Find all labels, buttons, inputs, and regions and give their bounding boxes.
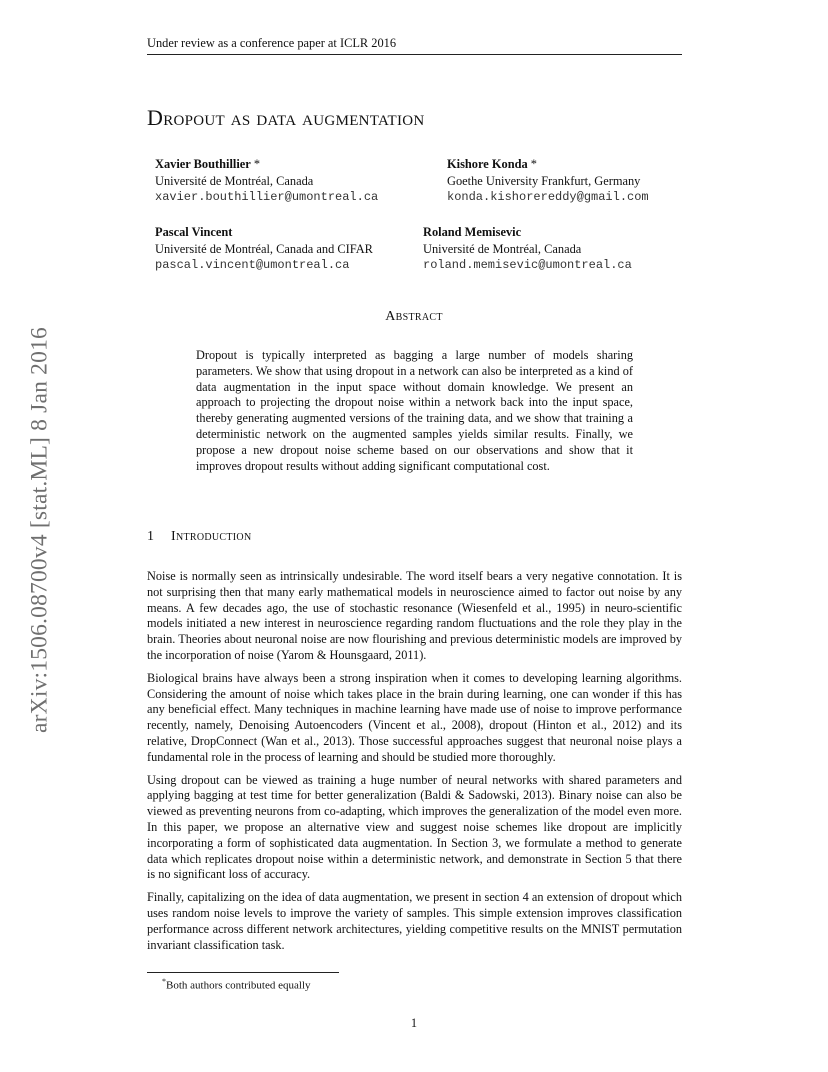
author-block — [423, 224, 632, 274]
footnote-mark: * — [162, 977, 166, 986]
author-email: pascal.vincent@umontreal.ca — [155, 258, 350, 272]
paragraph: Biological brains have always been a strong inspiration when it comes to developing learning algorithms. Considering the amount of noise which takes place in the brain during learning, one can wonder if this has any beneficial effect. Many techniques in machine learning have made use of noise to improve performance recently, namely, Denoising Autoencoders (Vincent et al., 2008), dropout (Hinton et al., 2012) and its relative, DropConnect (Wan et al., 2013). Those successful approaches suggest that neuronal noise plays a fundamental role in the process of learning and should be studied more thoroughly. — [147, 670, 682, 764]
abstract-text: Dropout is typically interpreted as bagging a large number of models sharing parameters. We show that using dropout in a network can also be interpreted as a kind of data augmentation in the input space without domain knowledge. We present an approach to projecting the dropout noise within a network back into the input space, thereby generating augmented versions of the training data, and we show that training a deterministic network on the augmented samples yields similar results. Finally, we propose a new dropout noise scheme based on our observations and show that it improves dropout results without adding significant computational cost. — [196, 348, 633, 473]
author-affiliation: Université de Montréal, Canada and CIFAR — [155, 241, 373, 256]
author-mark: * — [527, 157, 537, 171]
author-affiliation: Université de Montréal, Canada — [423, 241, 582, 256]
author-email: konda.kishorereddy@gmail.com — [447, 190, 649, 204]
author-name: Kishore Konda — [447, 157, 528, 171]
paragraph: Noise is normally seen as intrinsically undesirable. The word itself bears a very negative connotation. It is not surprising then that many early mathematical models in neuroscience aimed to factor out noise by any means. A few decades ago, the use of stochastic resonance (Wiesenfeld et al., 1995) in neuro-scientific models initiated a new interest in neuroscience regarding random fluctuations and the role they play in the brain. Theories about neuronal noise are now flourishing and previous deterministic models are improved by the incorporation of noise (Yarom & Hounsgaard, 2011). — [147, 569, 682, 662]
author-email: roland.memisevic@umontreal.ca — [423, 258, 632, 272]
paragraph: Using dropout can be viewed as training a huge number of neural networks with shared parameters and applying bagging at test time for better generalization (Baldi & Sadowski, 2013). Binary noise can also be viewed as preventing neurons from co-adapting, which improves the generalization of the model even more. In this paper, we propose an alternative view and suggest noise schemes like dropout are implicitly incorporating a form of sophisticated data augmentation. In Section 3, we formulate a method to generate data which replicates dropout noise within a deterministic network, and demonstrate in Section 5 that there is no significant loss of accuracy. — [147, 772, 682, 882]
footnote-text: Both authors contributed equally — [166, 979, 311, 992]
author-affiliation: Université de Montréal, Canada — [155, 173, 314, 188]
footnote — [162, 977, 311, 992]
arxiv-stamp: arXiv:1506.08700v4 [stat.ML] 8 Jan 2016 — [26, 327, 53, 733]
footnote-rule — [147, 972, 339, 973]
section-heading — [147, 529, 251, 545]
author-block — [155, 156, 378, 206]
abstract-heading: Abstract — [385, 309, 443, 324]
author-name: Pascal Vincent — [155, 225, 233, 239]
author-affiliation: Goethe University Frankfurt, Germany — [447, 173, 641, 188]
author-mark: * — [250, 157, 261, 171]
author-email: xavier.bouthillier@umontreal.ca — [155, 190, 379, 204]
paper-title: Dropout as data augmentation — [147, 105, 425, 130]
author-name: Roland Memisevic — [423, 225, 522, 239]
page-number: 1 — [410, 1016, 418, 1030]
section-number: 1 — [147, 529, 154, 544]
paragraph: Finally, capitalizing on the idea of data augmentation, we present in section 4 an extension of dropout which uses random noise levels to improve the variety of samples. This simple extension improves classification performance across different network architectures, yielding competitive results on the MNIST permutation invariant classification task. — [147, 890, 682, 952]
body-text — [147, 569, 682, 960]
author-name: Xavier Bouthillier — [155, 157, 251, 171]
author-block — [447, 156, 649, 206]
author-block — [155, 224, 373, 274]
section-title: Introduction — [171, 529, 252, 544]
running-header: Under review as a conference paper at ICLR 2016 — [147, 36, 682, 55]
